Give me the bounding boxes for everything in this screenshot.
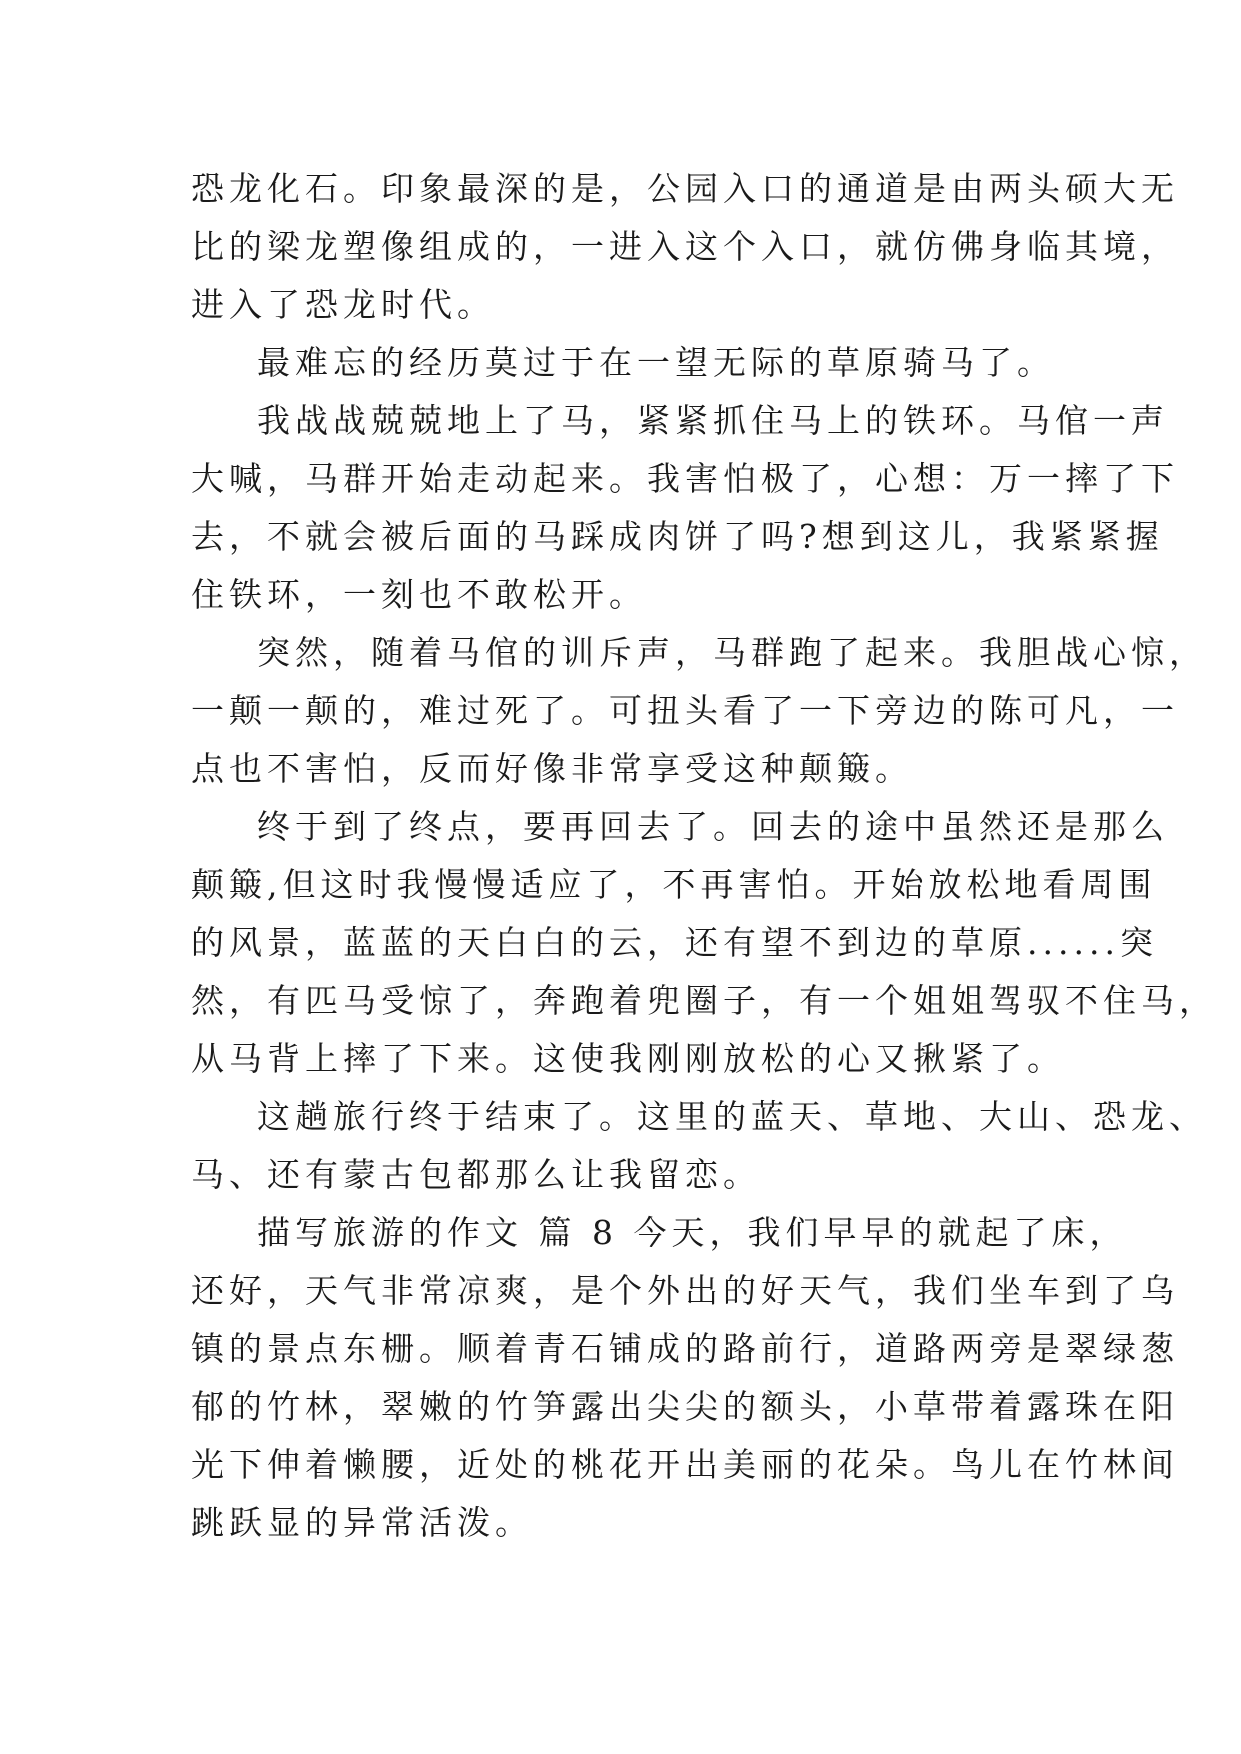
- text-line: 的风景，蓝蓝的天白白的云，还有望不到边的草原......突: [191, 923, 1158, 962]
- text-line: 去，不就会被后面的马踩成肉饼了吗?想到这儿，我紧紧握: [191, 517, 1164, 556]
- text-line: 比的梁龙塑像组成的，一进入这个入口，就仿佛身临其境，: [191, 227, 1179, 266]
- text-line: 然，有匹马受惊了，奔跑着兜圈子，有一个姐姐驾驭不住马，: [191, 981, 1217, 1020]
- paragraph-first-line: 这趟旅行终于结束了。这里的蓝天、草地、大山、恐龙、: [257, 1097, 1207, 1136]
- text-line: 跳跃显的异常活泼。: [191, 1503, 533, 1542]
- text-line: 还好，天气非常凉爽，是个外出的好天气，我们坐车到了乌: [191, 1271, 1179, 1310]
- paragraph-first-line: 最难忘的经历莫过于在一望无际的草原骑马了。: [257, 343, 1055, 382]
- text-line: 镇的景点东栅。顺着青石铺成的路前行，道路两旁是翠绿葱: [191, 1329, 1179, 1368]
- text-line: 进入了恐龙时代。: [191, 285, 495, 324]
- paragraph-first-line: 我战战兢兢地上了马，紧紧抓住马上的铁环。马倌一声: [257, 401, 1169, 440]
- paragraph-first-line: 终于到了终点，要再回去了。回去的途中虽然还是那么: [257, 807, 1169, 846]
- text-line: 马、还有蒙古包都那么让我留恋。: [191, 1155, 761, 1194]
- text-line: 恐龙化石。印象最深的是，公园入口的通道是由两头硕大无: [191, 169, 1179, 208]
- text-line: 点也不害怕，反而好像非常享受这种颠簸。: [191, 749, 913, 788]
- text-line: 光下伸着懒腰，近处的桃花开出美丽的花朵。鸟儿在竹林间: [191, 1445, 1179, 1484]
- essay-text: [191, 160, 1217, 1552]
- text-line: 一颠一颠的，难过死了。可扭头看了一下旁边的陈可凡，一: [191, 691, 1179, 730]
- text-line: 住铁环，一刻也不敢松开。: [191, 575, 647, 614]
- text-line: 颠簸,但这时我慢慢适应了，不再害怕。开始放松地看周围: [191, 865, 1157, 904]
- text-line: 从马背上摔了下来。这使我刚刚放松的心又揪紧了。: [191, 1039, 1065, 1078]
- paragraph-first-line: 突然，随着马倌的训斥声，马群跑了起来。我胆战心惊，: [257, 633, 1207, 672]
- section-heading-line: 描写旅游的作文 篇 8 今天，我们早早的就起了床，: [257, 1213, 1128, 1252]
- text-line: 大喊，马群开始走动起来。我害怕极了，心想：万一摔了下: [191, 459, 1179, 498]
- text-line: 郁的竹林，翠嫩的竹笋露出尖尖的额头，小草带着露珠在阳: [191, 1387, 1179, 1426]
